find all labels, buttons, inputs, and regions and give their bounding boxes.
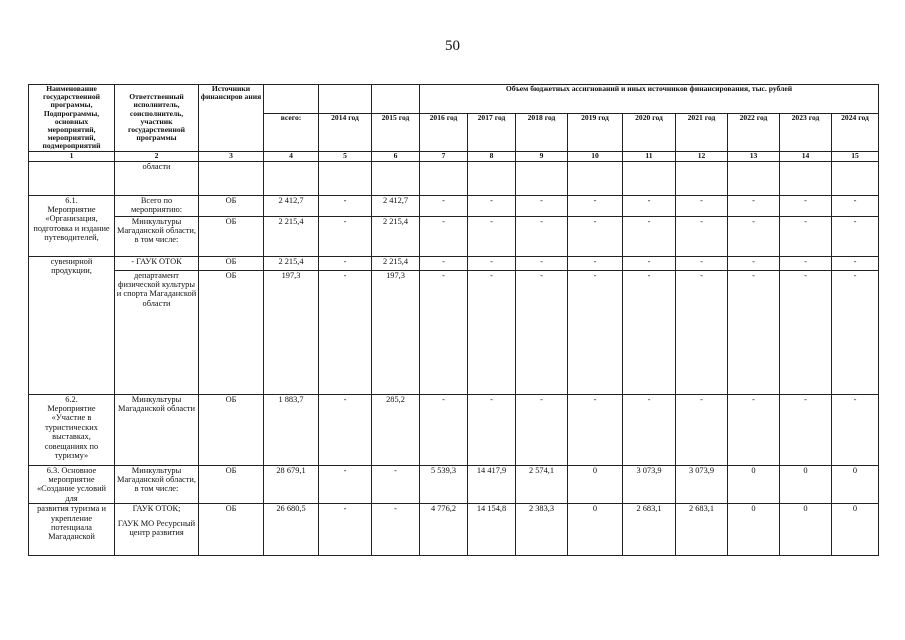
column-number: 7 [420,151,468,161]
cell-value: - [319,195,372,216]
column-number-row [29,151,879,161]
column-number: 11 [623,151,676,161]
cell-value: 2 574,1 [516,465,568,504]
table-row [29,465,879,504]
cell-value: 0 [780,504,832,556]
cell-value: 28 679,1 [264,465,319,504]
column-number: 9 [516,151,568,161]
cell-value: - [676,394,728,465]
cell-value: - [676,195,728,216]
cell-value: - [676,270,728,394]
header-year: 2014 год [319,113,372,151]
cell-value: 2 215,4 [264,216,319,256]
cell-value: - [623,394,676,465]
cell-source: ОБ [199,256,264,270]
cell-value: - [832,195,879,216]
cell-value: 5 539,3 [420,465,468,504]
header-year: 2022 год [728,113,780,151]
header-year: 2020 год [623,113,676,151]
header-year: 2024 год [832,113,879,151]
cell-program: развития туризма и укрепление потенциала Магаданской [29,504,115,556]
cell-value: 2 683,1 [676,504,728,556]
header-program-name: Наименование государственной программы, Подпрограммы, основных мероприятий, мероприятий, подмероприятий [29,85,115,152]
header-responsible: Ответственный исполнитель, соисполнитель, участник государственной программы [115,85,199,152]
cell-value: 2 215,4 [372,216,420,256]
column-number: 5 [319,151,372,161]
header-blank-2 [319,85,372,114]
cell-responsible: области [115,161,199,195]
cell-value: 0 [568,465,623,504]
cell-value: - [728,394,780,465]
cell-value: - [623,256,676,270]
cell-value: - [832,270,879,394]
cell-value: - [832,256,879,270]
header-blank-3 [372,85,420,114]
header-blank-1 [264,85,319,114]
cell-value: - [319,270,372,394]
cell-value: 2 412,7 [372,195,420,216]
cell-source: ОБ [199,195,264,216]
cell-value: 197,3 [264,270,319,394]
header-sources: Источники финансиров ания [199,85,264,152]
cell-value: - [623,216,676,256]
cell-value: - [832,216,879,256]
table-body [29,161,879,556]
cell-value: 14 154,8 [468,504,516,556]
cell-value: 0 [780,465,832,504]
cell-responsible [115,504,199,556]
cell-value: 2 683,1 [623,504,676,556]
column-number: 1 [29,151,115,161]
column-number: 12 [676,151,728,161]
cell-value: - [728,216,780,256]
column-number: 6 [372,151,420,161]
cell-value: 2 215,4 [264,256,319,270]
cell-value: - [676,216,728,256]
cell-value: 4 776,2 [420,504,468,556]
cell-responsible: - ГАУК ОТОК [115,256,199,270]
cell-responsible-line-1: ГАУК ОТОК; [132,504,181,514]
cell-value: - [420,394,468,465]
cell-value: 3 073,9 [623,465,676,504]
table-row [29,394,879,465]
cell-value: 285,2 [372,394,420,465]
cell-value: - [516,216,568,256]
column-number: 3 [199,151,264,161]
column-number: 2 [115,151,199,161]
cell-value: - [516,256,568,270]
cell-value: - [568,216,623,256]
cell-value: - [516,270,568,394]
cell-value: 197,3 [372,270,420,394]
header-year: 2015 год [372,113,420,151]
cell-responsible: Минкультуры Магаданской области [115,394,199,465]
cell-value: 2 412,7 [264,195,319,216]
table-row [29,504,879,556]
header-year: 2017 год [468,113,516,151]
header-year: 2023 год [780,113,832,151]
cell-value: - [420,256,468,270]
header-year: 2019 год [568,113,623,151]
cell-value: - [676,256,728,270]
cell-value: - [780,270,832,394]
cell-value: - [319,504,372,556]
cell-value: - [468,195,516,216]
header-funding-group: Объем бюджетных ассигнований и иных источников финансирования, тыс. рублей [420,85,879,114]
table-row [29,161,879,195]
cell-value: - [568,256,623,270]
table-row [29,195,879,216]
cell-source: ОБ [199,216,264,256]
cell-value: - [420,195,468,216]
cell-source: ОБ [199,465,264,504]
cell-value: 0 [568,504,623,556]
cell-source: ОБ [199,394,264,465]
cell-value: 0 [832,465,879,504]
header-year: 2016 год [420,113,468,151]
cell-value: - [568,270,623,394]
cell-value: - [780,394,832,465]
cell-value: - [468,256,516,270]
cell-value: - [420,216,468,256]
header-year: 2018 год [516,113,568,151]
cell-responsible: департамент физической культуры и спорта Магаданской области [115,270,199,394]
cell-value: - [319,394,372,465]
cell-value: - [568,195,623,216]
cell-value: 2 383,3 [516,504,568,556]
column-number: 15 [832,151,879,161]
table-row [29,216,879,256]
table-row [29,256,879,270]
cell-value: - [319,465,372,504]
cell-source: ОБ [199,504,264,556]
cell-program: 6.2. Мероприятие «Участие в туристических выставках, совещаниях по туризму» [29,394,115,465]
cell-value: - [780,256,832,270]
cell-value: 2 215,4 [372,256,420,270]
cell-value: - [319,256,372,270]
cell-value: - [780,216,832,256]
cell-value: 0 [728,504,780,556]
column-number: 10 [568,151,623,161]
page-number: 50 [445,38,460,54]
cell-responsible: Минкультуры Магаданской области, в том числе: [115,465,199,504]
cell-value: 0 [728,465,780,504]
header-year: всего: [264,113,319,151]
cell-responsible: Всего по мероприятию: [115,195,199,216]
cell-value: - [319,216,372,256]
column-number: 14 [780,151,832,161]
cell-value: 3 073,9 [676,465,728,504]
cell-program: сувенирной продукции, [29,256,115,394]
cell-responsible-line-2: ГАУК МО Ресурсный центр развития [117,518,196,538]
cell-value: - [623,270,676,394]
cell-value: 0 [832,504,879,556]
cell-value: - [372,465,420,504]
cell-value: - [728,195,780,216]
column-number: 4 [264,151,319,161]
cell-value: - [623,195,676,216]
cell-source: ОБ [199,270,264,394]
cell-value: - [832,394,879,465]
cell-value: - [780,195,832,216]
cell-value: - [728,270,780,394]
header-year: 2021 год [676,113,728,151]
cell-value: 1 883,7 [264,394,319,465]
cell-value: - [420,270,468,394]
cell-responsible: Минкультуры Магаданской области, в том числе: [115,216,199,256]
column-number: 13 [728,151,780,161]
cell-program [29,161,115,195]
cell-value: - [372,504,420,556]
cell-value: - [568,394,623,465]
column-number: 8 [468,151,516,161]
cell-value: - [516,394,568,465]
cell-value: 26 680,5 [264,504,319,556]
table-row [29,270,879,394]
cell-value: - [728,256,780,270]
cell-value: - [468,216,516,256]
cell-program: 6.1. Мероприятие «Организация, подготовка и издание путеводителей, [29,195,115,256]
cell-value: - [468,394,516,465]
cell-program: 6.3. Основное мероприятие «Создание условий для [29,465,115,504]
cell-value: - [516,195,568,216]
budget-table [28,84,879,556]
cell-source [199,161,264,195]
cell-value: 14 417,9 [468,465,516,504]
cell-value: - [468,270,516,394]
